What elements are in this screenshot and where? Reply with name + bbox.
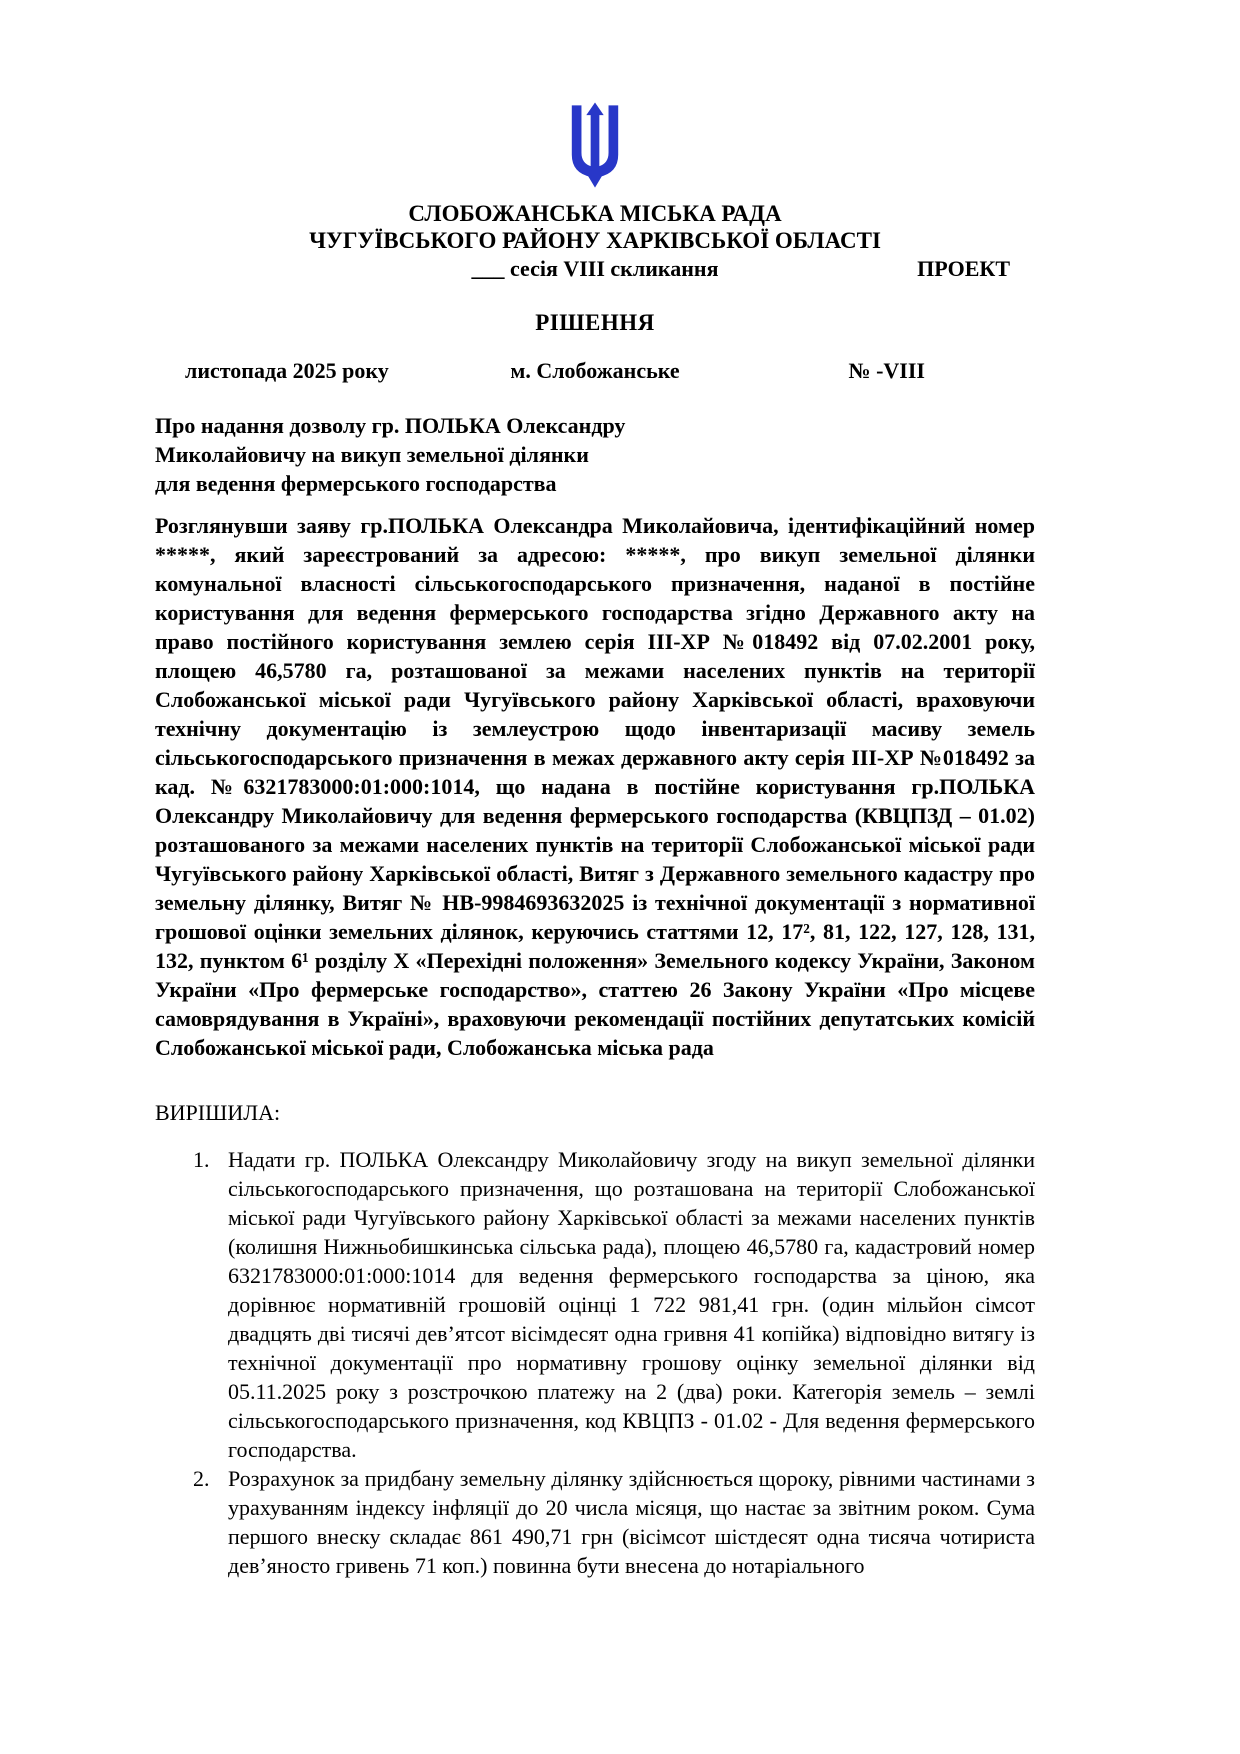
decision-title [155, 411, 1035, 498]
title-line-1: Про надання дозволу гр. ПОЛЬКА Олександру [155, 413, 626, 438]
decision-items [155, 1145, 1035, 1580]
decision-item-1 [155, 1145, 1035, 1464]
title-line-3: для ведення фермерського господарства [155, 471, 557, 496]
decision-item-2 [155, 1464, 1035, 1580]
title-line-2: Миколайовичу на викуп земельної ділянки [155, 442, 589, 467]
meta-row [155, 356, 1035, 385]
document-type: РІШЕННЯ [535, 310, 655, 335]
document-place: м. Слобожанське [510, 358, 680, 383]
decision-word: ВИРІШИЛА: [155, 1100, 281, 1125]
document-number: № -VIII [848, 358, 925, 383]
ukraine-trident-icon [566, 102, 624, 190]
item-text: Розрахунок за придбану земельну ділянку здійснюється щороку, рівними частинами з урахуванням індексу інфляції до 20 числа місяця, що настає за звітним роком. Сума першого внеску складає 861 490,71 грн (вісімсот шістдесят одна тисяча чотириста дев’яносто гривень 71 коп.) повинна бути внесена до нотаріального [228, 1466, 1035, 1578]
item-number: 1. [193, 1147, 210, 1172]
project-label: ПРОЕКТ [917, 256, 1010, 281]
session-row [155, 255, 1035, 282]
preamble-paragraph: Розглянувши заяву гр.ПОЛЬКА Олександра Миколайовича, ідентифікаційний номер *****, який зареєстрований за адресою: *****, про викуп земельної ділянки комунальної власності сільськогосподарського призначення, наданої в постійне користування для ведення фермерського господарства згідно Державного акту на право постійного користування землею серія ІІІ-ХР №018492 від 07.02.2001 року, площею 46,5780 га, розташованої за межами населених пунктів на території Слобожанської міської ради Чугуївського району Харківської області, враховуючи технічну документацію із землеустрою щодо інвентаризації масиву земель сільськогосподарського призначення в межах державного акту серія ІІІ-ХР №018492 за кад. №6321783000:01:000:1014, що надана в постійне користування гр.ПОЛЬКА Олександру Миколайовичу для ведення фермерського господарства (КВЦПЗД – 01.02) розташованого за межами населених пунктів на території Слобожанської міської ради Чугуївського району Харківської області, Витяг з Державного земельного кадастру про земельну ділянку, Витяг № НВ-9984693632025 із технічної документації з нормативної грошової оцінки земельних ділянок, керуючись статтями 12, 17², 81, 122, 127, 128, 131, 132, пунктом 6¹ розділу X «Перехідні положення» Земельного кодексу України, Законом України «Про фермерське господарство», статтею 26 Закону України «Про місцеве самоврядування в Україні», враховуючи рекомендації постійних депутатських комісій Слобожанської міської ради, Слобожанська міська рада [155, 513, 1035, 1060]
document-header [155, 102, 1035, 385]
emblem [155, 102, 1035, 194]
item-text: Надати гр. ПОЛЬКА Олександру Миколайовичу згоду на викуп земельної ділянки сільськогосподарського призначення, що розташована на території Слобожанської міської ради Чугуївського району Харківської області за межами населених пунктів (колишня Нижньобишкинська сільська рада), площею 46,5780 га, кадастровий номер 6321783000:01:000:1014 для ведення фермерського господарства за ціною, яка дорівнює нормативній грошовій оцінці 1 722 981,41 грн. (один мільйон сімсот двадцять дві тисячі дев’ятсот вісімдесят одна гривня 41 копійка) відповідно витягу із технічної документації про нормативну грошову оцінку земельної ділянки від 05.11.2025 року з розстрочкою платежу на 2 (два) роки. Категорія земель – землі сільськогосподарського призначення, код КВЦПЗ - 01.02 - Для ведення фермерського господарства. [228, 1147, 1035, 1462]
district-name: ЧУГУЇВСЬКОГО РАЙОНУ ХАРКІВСЬКОЇ ОБЛАСТІ [309, 228, 881, 253]
item-number: 2. [193, 1466, 210, 1491]
session-line: ___ сесія VIII скликання [471, 256, 719, 281]
council-name: СЛОБОЖАНСЬКА МІСЬКА РАДА [408, 201, 782, 226]
document-date: листопада 2025 року [185, 358, 389, 383]
